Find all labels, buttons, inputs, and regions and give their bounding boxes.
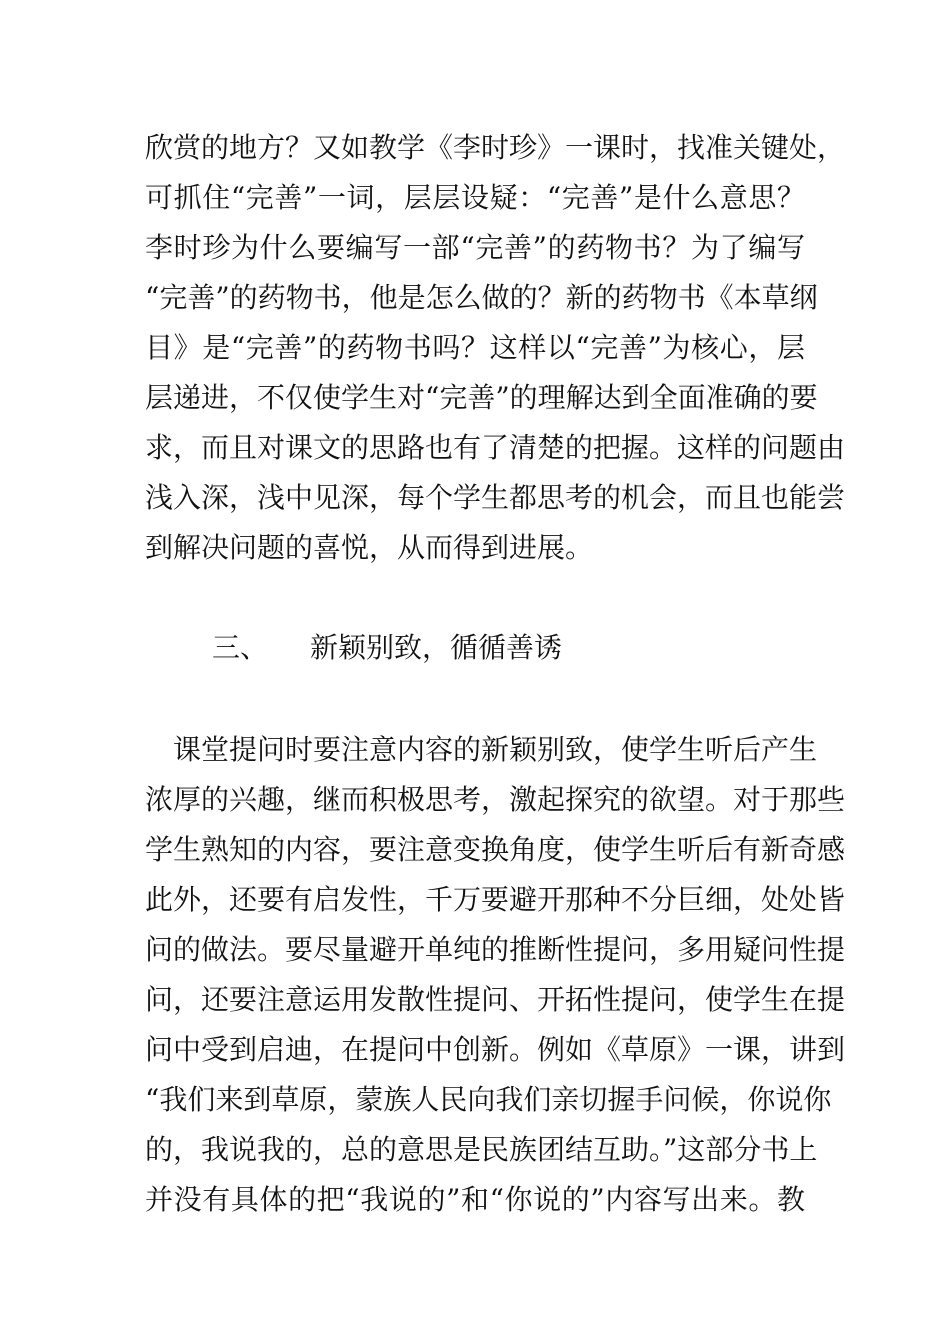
paragraph-1-line: 目》是“完善”的药物书吗？这样以“完善”为核心，层 [145, 331, 805, 364]
paragraph-2-line: 问中受到启迪，在提问中创新。例如《草原》一课，讲到 [145, 1033, 846, 1066]
paragraph-1-line: 层递进，不仅使学生对“完善”的理解达到全面准确的要 [145, 381, 818, 414]
paragraph-1-line: 欣赏的地方？又如教学《李时珍》一课时，找准关键处， [145, 131, 846, 164]
paragraph-1-line: 可抓住“完善”一词，层层设疑：“完善”是什么意思？ [145, 181, 805, 214]
paragraph-2-line: 课堂提问时要注意内容的新颖别致，使学生听后产生 [145, 733, 818, 766]
paragraph-2-line: 的，我说我的，总的意思是民族团结互助。”这部分书上 [145, 1133, 818, 1166]
paragraph-1-line: 到解决问题的喜悦，从而得到进展。 [145, 531, 594, 564]
section-heading [212, 631, 562, 665]
paragraph-1-line: 浅入深，浅中见深，每个学生都思考的机会，而且也能尝 [145, 481, 846, 514]
paragraph-2-line: 此外，还要有启发性，千万要避开那种不分巨细，处处皆 [145, 883, 846, 916]
section-title: 新颖别致，循循善诱 [310, 631, 563, 664]
paragraph-1-line: “完善”的药物书，他是怎么做的？新的药物书《本草纲 [145, 281, 818, 314]
paragraph-2-line: “我们来到草原，蒙族人民向我们亲切握手问候，你说你 [145, 1083, 832, 1116]
paragraph-2-line: 学生熟知的内容，要注意变换角度，使学生听后有新奇感 [145, 833, 846, 866]
paragraph-2-line: 问，还要注意运用发散性提问、开拓性提问，使学生在提 [145, 983, 846, 1016]
paragraph-1-line: 求，而且对课文的思路也有了清楚的把握。这样的问题由 [145, 431, 846, 464]
paragraph-2-line: 并没有具体的把“我说的”和“你说的”内容写出来。教 [145, 1183, 805, 1216]
paragraph-2-line: 浓厚的兴趣，继而积极思考，激起探究的欲望。对于那些 [145, 783, 846, 816]
section-number: 三、 [212, 631, 269, 664]
paragraph-2-line: 问的做法。要尽量避开单纯的推断性提问，多用疑问性提 [145, 933, 846, 966]
paragraph-1-line: 李时珍为什么要编写一部“完善”的药物书？为了编写 [145, 231, 805, 264]
